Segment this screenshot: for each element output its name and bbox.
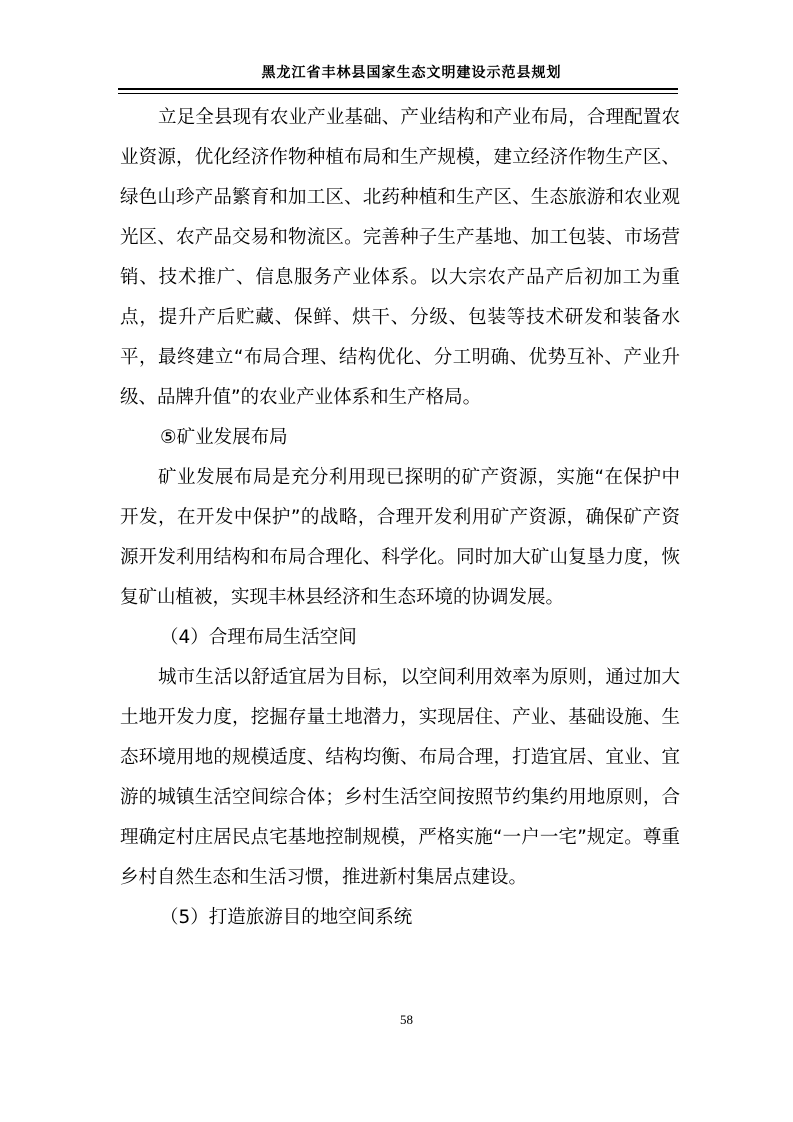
header-rule-thin <box>118 93 678 94</box>
section-heading-living-space: （4）合理布局生活空间 <box>160 627 357 648</box>
page-number: 58 <box>400 1012 413 1027</box>
subheading-mining-layout: ⑤矿业发展布局 <box>160 427 288 448</box>
paragraph-living-space: 城市生活以舒适宜居为目标，以空间利用效率为原则，通过加大土地开发力度，挖掘存量土地潜力，实现居住、产业、基础设施、生态环境用地的规模适度、结构均衡、布局合理，打造宜居、宜业、宜游的城镇生活空间综合体；乡村生活空间按照节约集约用地原则，合理确定村庄居民点宅基地控制规模，严格实施“一户一宅”规定。尊重乡村自然生态和生活习惯，推进新村集居点建设。 <box>120 667 680 888</box>
body-text <box>120 98 680 938</box>
section-heading-tourism-space: （5）打造旅游目的地空间系统 <box>160 907 413 928</box>
paragraph-mining-layout: 矿业发展布局是充分利用现已探明的矿产资源，实施“在保护中开发，在开发中保护”的战略，合理开发利用矿产资源，确保矿产资源开发利用结构和布局合理化、科学化。同时加大矿山复垦力度，恢复矿山植被，实现丰林县经济和生态环境的协调发展。 <box>120 467 680 608</box>
running-header-title: 黑龙江省丰林县国家生态文明建设示范县规划 <box>261 65 562 81</box>
header-rule-thick <box>118 88 678 90</box>
paragraph-agriculture-layout: 立足全县现有农业产业基础、产业结构和产业布局，合理配置农业资源，优化经济作物种植布局和生产规模，建立经济作物生产区、绿色山珍产品繁育和加工区、北药种植和生产区、生态旅游和农业观光区、农产品交易和物流区。完善种子生产基地、加工包装、市场营销、技术推广、信息服务产业体系。以大宗农产品产后初加工为重点，提升产后贮藏、保鲜、烘干、分级、包装等技术研发和装备水平，最终建立“布局合理、结构优化、分工明确、优势互补、产业升级、品牌升值”的农业产业体系和生产格局。 <box>120 107 680 408</box>
